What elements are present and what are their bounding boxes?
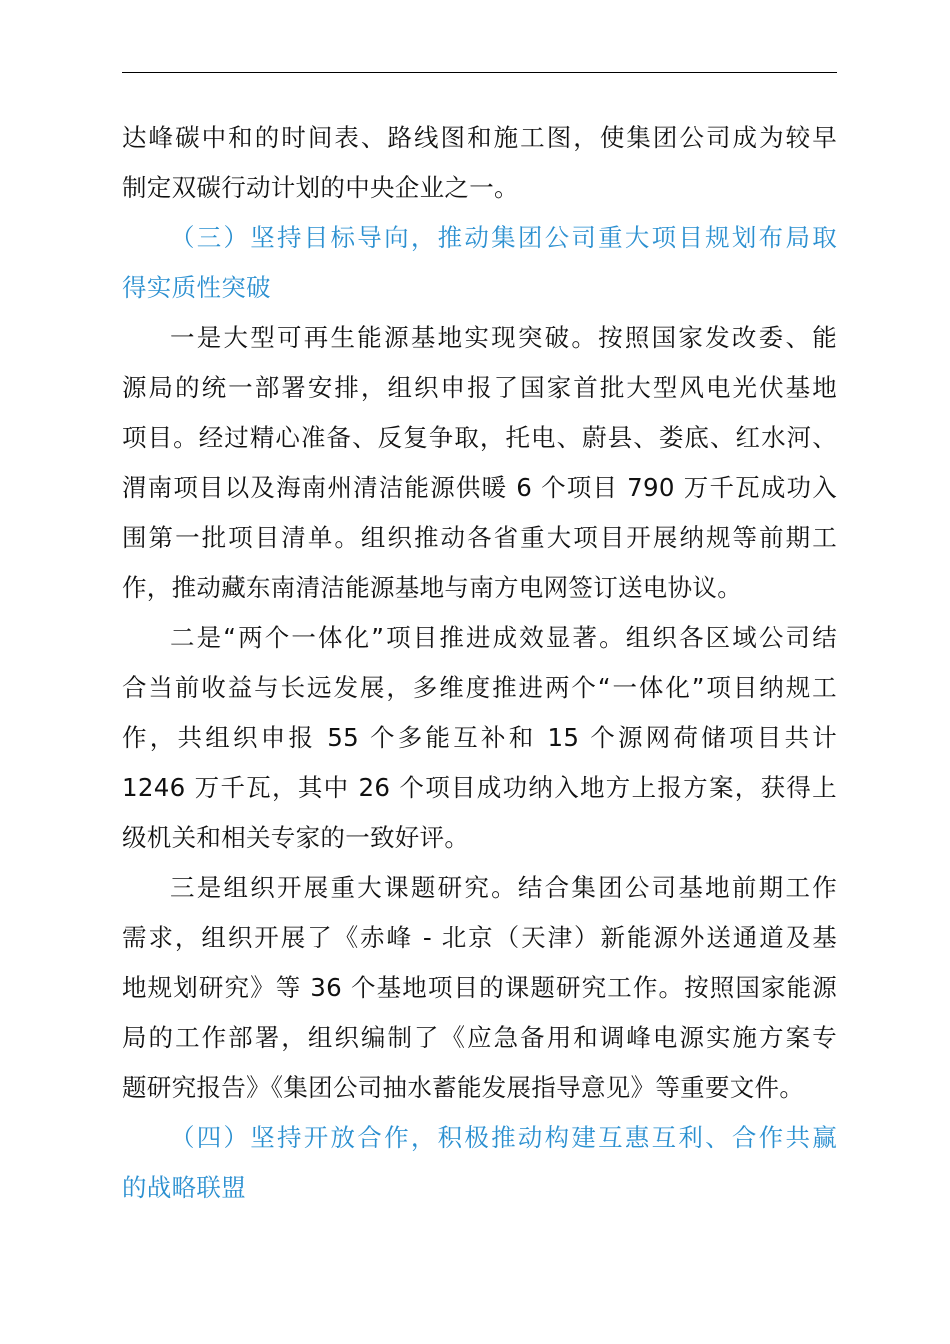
- paragraph-line: 需求，组织开展了《赤峰 - 北京（天津）新能源外送通道及基: [122, 923, 837, 952]
- paragraph-line: 一是大型可再生能源基地实现突破。按照国家发改委、能: [170, 323, 837, 352]
- paragraph-line: 局的工作部署，组织编制了《应急备用和调峰电源实施方案专: [122, 1023, 837, 1052]
- paragraph-line: 二是“两个一体化”项目推进成效显著。组织各区域公司结: [170, 623, 837, 652]
- paragraph-line: 达峰碳中和的时间表、路线图和施工图，使集团公司成为较早: [122, 123, 837, 152]
- paragraph-line: 合当前收益与长远发展，多维度推进两个“一体化”项目纳规工: [122, 673, 837, 702]
- section-heading-4-cont: 的战略联盟: [122, 1173, 246, 1202]
- header-rule: [122, 72, 837, 73]
- paragraph-line: 题研究报告》《集团公司抽水蓄能发展指导意见》等重要文件。: [122, 1073, 805, 1102]
- section-heading-3-cont: 得实质性突破: [122, 273, 271, 302]
- paragraph-line: 渭南项目以及海南州清洁能源供暖 6 个项目 790 万千瓦成功入: [122, 473, 837, 502]
- paragraph-line: 作，推动藏东南清洁能源基地与南方电网签订送电协议。: [122, 573, 742, 602]
- paragraph-line: 作，共组织申报 55 个多能互补和 15 个源网荷储项目共计: [122, 723, 837, 752]
- paragraph-line: 1246 万千瓦，其中 26 个项目成功纳入地方上报方案，获得上: [122, 773, 837, 802]
- section-heading-3: （三）坚持目标导向，推动集团公司重大项目规划布局取: [170, 223, 837, 252]
- paragraph-line: 源局的统一部署安排，组织申报了国家首批大型风电光伏基地: [122, 373, 837, 402]
- paragraph-line: 项目。经过精心准备、反复争取，托电、蔚县、娄底、红水河、: [122, 423, 837, 452]
- section-heading-4: （四）坚持开放合作，积极推动构建互惠互利、合作共赢: [170, 1123, 837, 1152]
- paragraph-line: 制定双碳行动计划的中央企业之一。: [122, 173, 519, 202]
- paragraph-line: 级机关和相关专家的一致好评。: [122, 823, 470, 852]
- paragraph-line: 围第一批项目清单。组织推动各省重大项目开展纳规等前期工: [122, 523, 837, 552]
- paragraph-line: 地规划研究》等 36 个基地项目的课题研究工作。按照国家能源: [122, 973, 837, 1002]
- paragraph-line: 三是组织开展重大课题研究。结合集团公司基地前期工作: [170, 873, 837, 902]
